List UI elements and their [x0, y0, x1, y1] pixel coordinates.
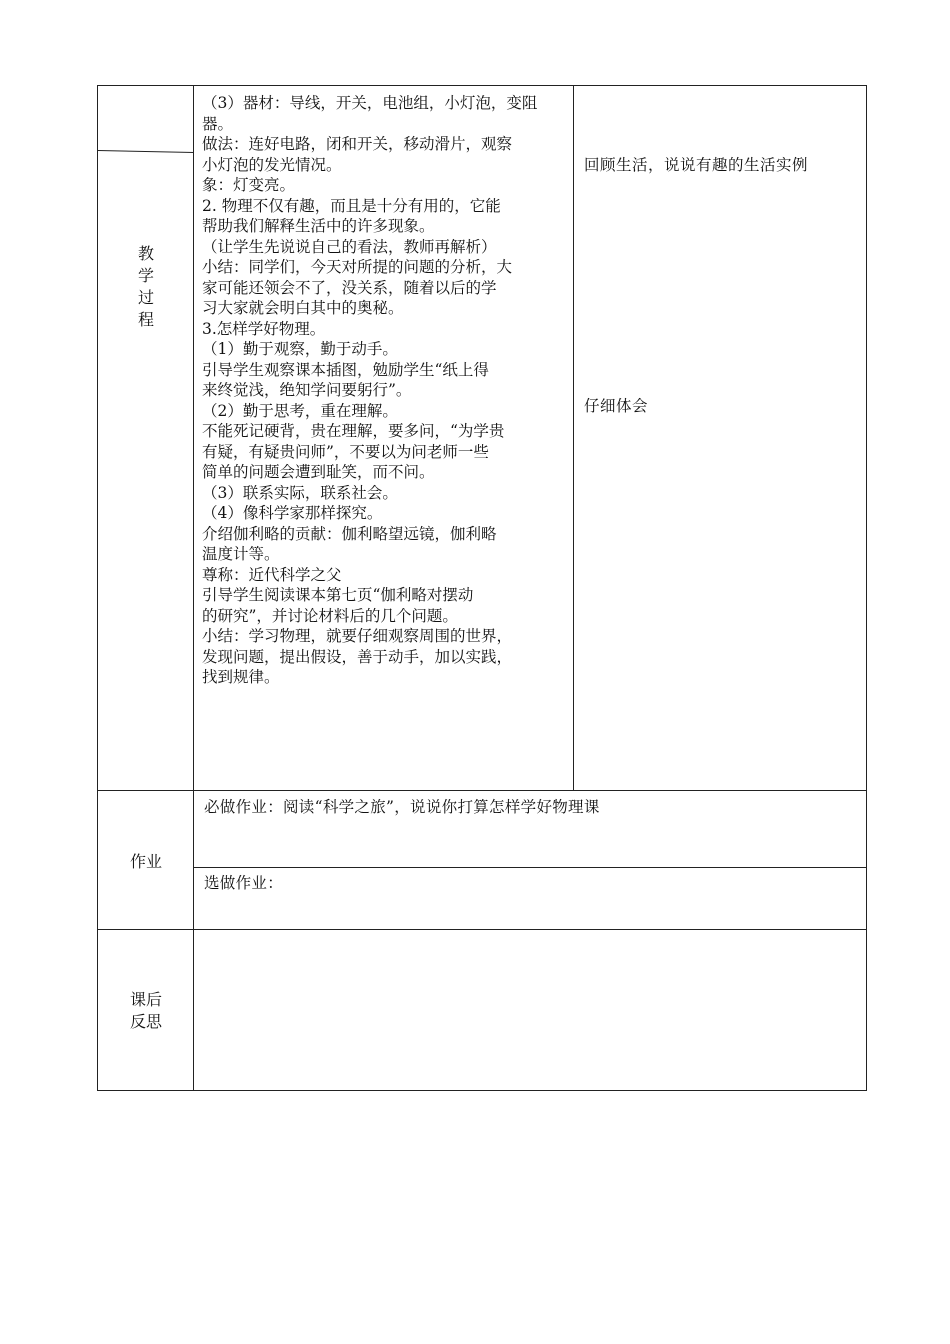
process-label [98, 243, 194, 331]
process-line: 2. 物理不仅有趣，而且是十分有用的，它能 [202, 196, 501, 215]
process-line: 不能死记硬背，贵在理解，要多问，“为学贵 [202, 422, 505, 440]
process-line: （4）像科学家那样探究。 [202, 504, 383, 522]
process-label-char: 过 [137, 288, 154, 307]
process-label-char: 教 [137, 244, 154, 263]
reflection-label [98, 989, 194, 1033]
table-bottom-border [98, 1090, 867, 1091]
process-line: 器。 [202, 114, 234, 133]
notes-column-divider [573, 85, 574, 791]
table-left-border [97, 85, 98, 1091]
optional-homework: 选做作业： [204, 874, 284, 892]
process-line: 家可能还领会不了，没关系，随着以后的学 [202, 278, 497, 297]
reflection-label-line: 课后 [129, 990, 162, 1009]
process-line: （2）勤于思考，重在理解。 [202, 401, 398, 420]
process-line: 3.怎样学好物理。 [202, 319, 326, 338]
process-content [202, 93, 568, 688]
process-line: 引导学生观察课本插图，勉励学生“纸上得 [202, 360, 489, 379]
process-line: （3）联系实际，联系社会。 [202, 483, 398, 502]
process-line: 习大家就会明白其中的奥秘。 [202, 299, 404, 317]
process-line: 介绍伽利略的贡献：伽利略望远镜，伽利略 [202, 524, 497, 543]
reflection-label-line: 反思 [129, 1012, 162, 1031]
process-line: 找到规律。 [202, 668, 280, 686]
process-line: 温度计等。 [202, 545, 280, 563]
label-column-divider [193, 85, 194, 1091]
process-label-char: 程 [137, 310, 154, 329]
required-homework: 必做作业：阅读“科学之旅”，说说你打算怎样学好物理课 [204, 798, 600, 816]
process-line: （1）勤于观察，勤于动手。 [202, 340, 398, 358]
process-line: 来终觉浅，绝知学问要躬行”。 [202, 381, 412, 399]
row-divider-homework-split [194, 867, 867, 868]
process-label-char: 学 [137, 266, 154, 285]
table-top-border [98, 85, 867, 86]
process-line: 象：灯变亮。 [202, 176, 296, 194]
process-line: 尊称：近代科学之父 [202, 565, 342, 584]
process-line: 的研究”，并讨论材料后的几个问题。 [202, 606, 458, 625]
homework-label: 作业 [129, 852, 162, 871]
row-divider-process-homework [98, 790, 867, 791]
table-right-border [866, 85, 867, 1091]
process-line: 发现问题，提出假设，善于动手，加以实践， [202, 647, 513, 666]
student-note-1: 回顾生活，说说有趣的生活实例 [584, 156, 809, 174]
process-line: 小结：同学们，今天对所提的问题的分析，大 [202, 258, 513, 276]
process-line: 有疑，有疑贵问师”，不要以为问老师一些 [202, 442, 489, 461]
process-line: （3）器材：导线，开关，电池组，小灯泡，变阻 [202, 94, 538, 112]
process-line: 简单的问题会遭到耻笑，而不问。 [202, 463, 435, 481]
process-line: 小结：学习物理，就要仔细观察周围的世界， [202, 627, 513, 645]
row-divider-homework-reflection [98, 929, 867, 930]
process-line: 引导学生阅读课本第七页“伽利略对摆动 [202, 586, 474, 604]
process-line: 帮助我们解释生活中的许多现象。 [202, 217, 435, 235]
process-line: 做法：连好电路，闭和开关，移动滑片，观察 [202, 135, 513, 153]
diagonal-line [98, 150, 194, 153]
process-line: （让学生先说说自己的看法，教师再解析） [202, 237, 497, 256]
process-line: 小灯泡的发光情况。 [202, 155, 342, 174]
student-note-2: 仔细体会 [584, 397, 649, 415]
